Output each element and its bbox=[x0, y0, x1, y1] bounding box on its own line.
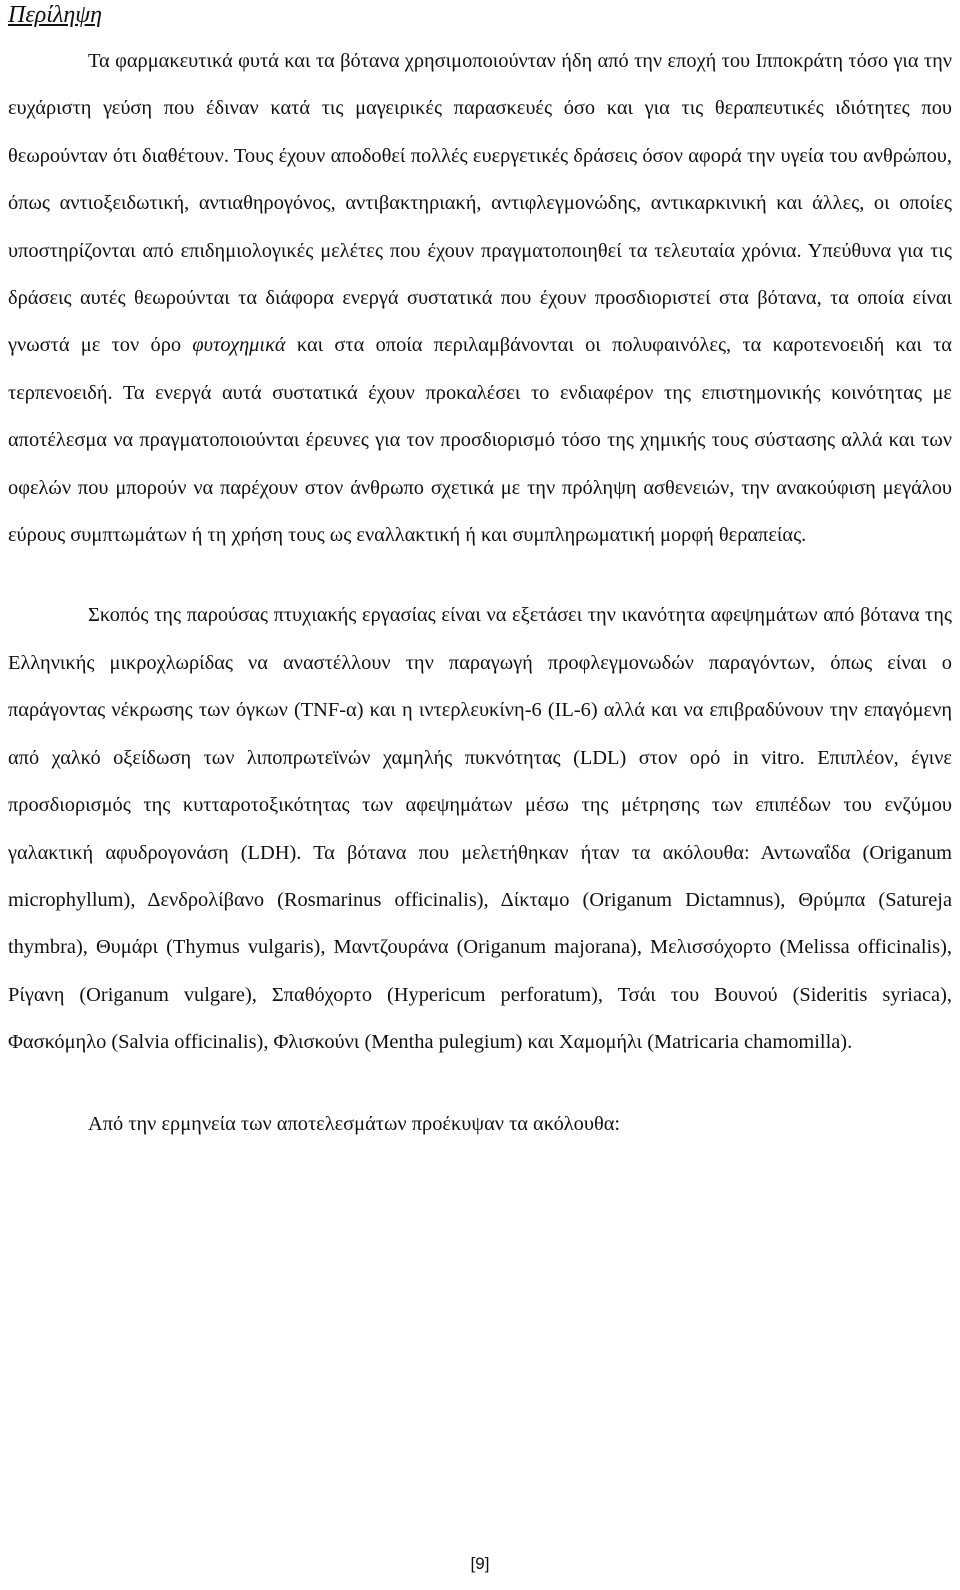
paragraph-results-intro: Από την ερμηνεία των αποτελεσμάτων προέκυψαν τα ακόλουθα: bbox=[88, 1112, 621, 1135]
paragraph-intro-part1: Τα φαρμακευτικά φυτά και τα βότανα χρησιμοποιούνταν ήδη από την εποχή του Ιπποκράτη τόσο για την ευχάριστη γεύση που έδιναν κατά τις μαγειρικές παρασκευές όσο και για τις θεραπευτικές ιδιότητες που θεωρούνταν ότι διαθέτουν. Τους έχουν αποδοθεί πολλές ευεργετικές δράσεις όσον αφορά την υγεία του ανθρώπου, όπως αντιοξειδωτική, αντιαθηρογόνος, αντιβακτηριακή, αντιφλεγμονώδης, αντικαρκινική και άλλες, οι οποίες υποστηρίζονται από επιδημιολογικές μελέτες που έχουν πραγματοποιηθεί τα τελευταία χρόνια. Υπεύθυνα για τις δράσεις αυτές θεωρούνται τα διάφορα ενεργά συστατικά που έχουν προσδιοριστεί στα βότανα, τα οποία είναι γνωστά με τον όρο bbox=[8, 50, 952, 357]
paragraph-intro-part2: και στα οποία περιλαμβάνονται οι πολυφαινόλες, τα καροτενοειδή και τα τερπενοειδή. Τα ενεργά αυτά συστατικά έχουν προκαλέσει το ενδιαφέρον της επιστημονικής κοινότητας με αποτέλεσμα να πραγματοποιούνται έρευνες για τον προσδιορισμό τόσο της χημικής τους σύστασης αλλά και των οφελών που μπορούν να παρέχουν στον άνθρωπο σχετικά με την πρόληψη ασθενειών, την ανακούφιση μεγάλου εύρους συμπτωμάτων ή τη χρήση τους ως εναλλακτική ή και συμπληρωματική μορφή θεραπείας. bbox=[8, 334, 952, 547]
page-number: [9] bbox=[470, 1554, 490, 1573]
document-page bbox=[8, 0, 952, 1148]
paragraph-intro bbox=[8, 38, 952, 559]
term-phytochemicals: φυτοχημικά bbox=[192, 334, 286, 357]
paragraph-aim: Σκοπός της παρούσας πτυχιακής εργασίας είναι να εξετάσει την ικανότητα αφεψημάτων από βότανα της Ελληνικής μικροχλωρίδας να αναστέλλουν την παραγωγή προφλεγμονωδών παραγόντων, όπως είναι ο παράγοντας νέκρωσης των όγκων (TNF-α) και η ιντερλευκίνη-6 (IL-6) αλλά και να επιβραδύνουν την επαγόμενη από χαλκό οξείδωση των λιποπρωτεϊνών χαμηλής πυκνότητας (LDL) στον ορό in vitro. Επιπλέον, έγινε προσδιορισμός της κυτταροτοξικότητας των αφεψημάτων μέσω της μέτρησης των επιπέδων του ενζύμου γαλακτική αφυδρογονάση (LDH). Τα βότανα που μελετήθηκαν ήταν τα ακόλουθα: Αντωναΐδα (Origanum microphyllum), Δενδρολίβανο (Rosmarinus officinalis), Δίκταμο (Origanum Dictamnus), Θρύμπα (Satureja thymbra), Θυμάρι (Thymus vulgaris), Μαντζουράνα (Origanum majorana), Μελισσόχορτο (Melissa officinalis), Ρίγανη (Origanum vulgare), Σπαθόχορτο (Hypericum perforatum), Τσάι του Βουνού (Sideritis syriaca), Φασκόμηλο (Salvia officinalis), Φλισκούνι (Mentha pulegium) και Χαμομήλι (Matricaria chamomilla). bbox=[8, 604, 952, 1054]
section-heading: Περίληψη bbox=[8, 2, 103, 28]
